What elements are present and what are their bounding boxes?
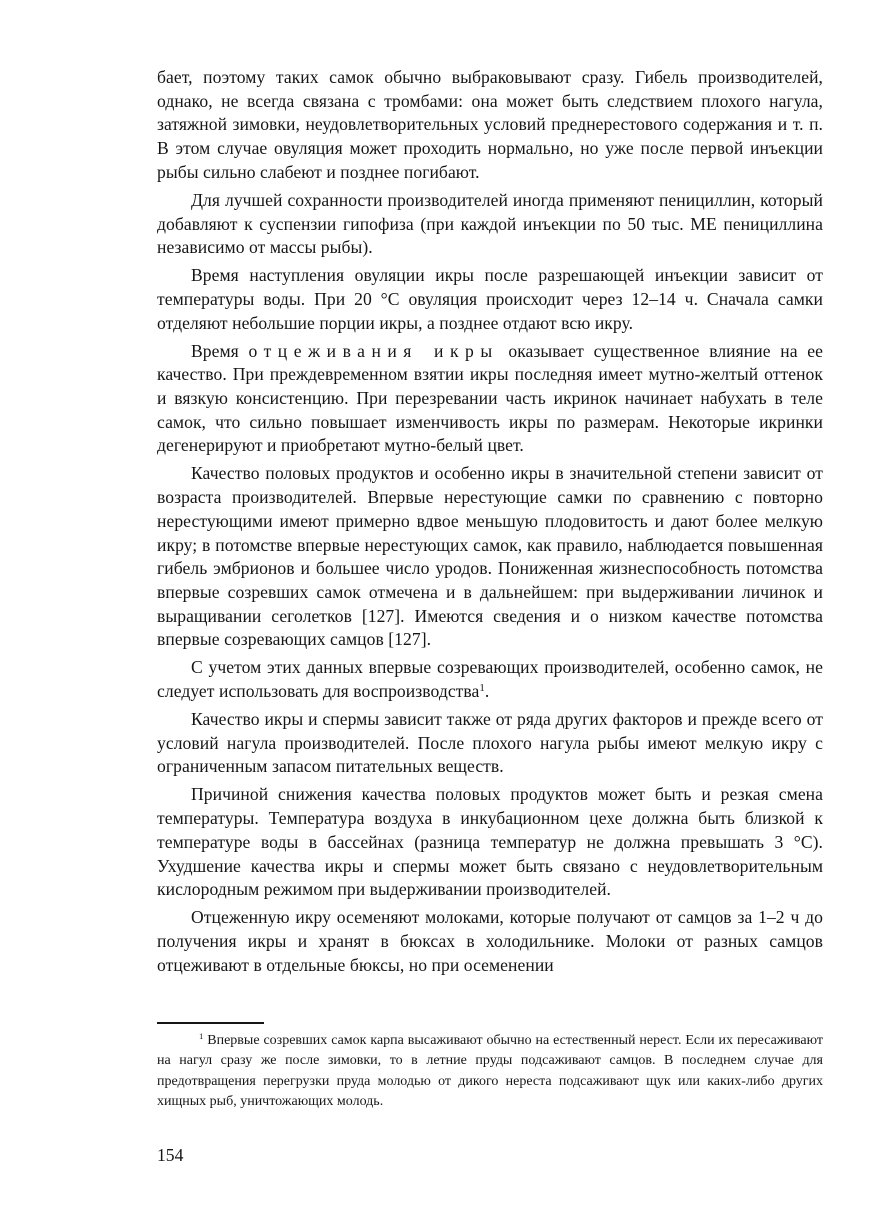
paragraph-6-text: С учетом этих данных впервые созревающих производителей, особенно самок, не следует использовать для воспроизводства xyxy=(157,657,823,702)
page-body xyxy=(157,66,823,977)
paragraph-9: Отцеженную икру осеменяют молоками, которые получают от самцов за 1–2 ч до получения икры и хранят в бюксах в холодильнике. Молоки от разных самцов отцеживают в отдельные бюксы, но при осеменении xyxy=(157,907,823,975)
paragraph-4-lead: Время xyxy=(191,340,239,361)
footnote-marker: 1 xyxy=(199,1031,204,1042)
paragraph-6 xyxy=(157,656,823,703)
main-text xyxy=(157,66,823,977)
footnote-text: Впервые созревших самок карпа высаживают обычно на естественный нерест. Если их пересаживают на нагул сразу же после зимовки, то в летние пруды подсаживают самцов. В последнем случае для предотвращения перегрузки пруда молодью от дикого нереста подсаживают щук или каких-либо других хищных рыб, уничтожающих молодь. xyxy=(157,1033,824,1109)
paragraph-7: Качество икры и спермы зависит также от ряда других факторов и прежде всего от условий нагула производителей. После плохого нагула рыбы имеют мелкую икру с ограниченным запасом питательных веществ. xyxy=(157,709,823,777)
paragraph-3: Время наступления овуляции икры после разрешающей инъекции зависит от температуры воды. При 20 °С овуляция происходит через 12–14 ч. Сначала самки отделяют небольшие порции икры, а позднее отдают всю икру. xyxy=(157,265,823,333)
paragraph-8: Причиной снижения качества половых продуктов может быть и резкая смена температуры. Температура воздуха в инкубационном цехе должна быть близкой к температуре воды в бассейнах (разница температур не должна превышать 3 °С). Ухудшение качества икры и спермы может быть связано с неудовлетворительным кислородным режимом при выдерживании производителей. xyxy=(157,784,823,900)
paragraph-6-tail: . xyxy=(484,681,490,702)
footnote-divider xyxy=(157,1022,264,1024)
paragraph-2: Для лучшей сохранности производителей иногда применяют пенициллин, который добавляют к суспензии гипофиза (при каждой инъекции по 50 тыс. МЕ пенициллина независимо от массы рыбы). xyxy=(157,189,823,258)
paragraph-1: бает, поэтому таких самок обычно выбраковывают сразу. Гибель производителей, однако, не всегда связана с тромбами: она может быть следствием плохого нагула, затяжной зимовки, неудовлетворительных условий преднерестового содержания и т. п. В этом случае овуляция может проходить нормально, но уже после первой инъекции рыбы сильно слабеют и позднее погибают. xyxy=(157,67,823,182)
paragraph-5: Качество половых продуктов и особенно икры в значительной степени зависит от возраста производителей. Впервые нерестующие самки по сравнению с повторно нерестующими имеют примерно вдвое меньшую плодовитость и дают более мелкую икру; в потомстве впервые нерестующих самок, как правило, наблюдается повышенная гибель эмбрионов и большее число уродов. Пониженная жизнеспособность потомства впервые созревших самок отмечена и в дальнейшем: при выдерживании личинок и выращивании сеголетков [127]. Имеются сведения и о низком качестве потомства впервые созревающих самцов [127]. xyxy=(157,463,823,650)
spaced-term: отцеживания икры xyxy=(248,340,499,361)
page-number: 154 xyxy=(157,1145,184,1165)
footnote-reference: 1 xyxy=(479,682,485,695)
footnote xyxy=(157,1031,823,1112)
paragraph-4-text: оказывает существенное влияние на ее качество. При преждевременном взятии икры последняя имеет мутно-желтый оттенок и вязкую консистенцию. При перезревании часть икринок начинает набухать в теле самок, что сильно повышает изменчивость икры по размерам. Некоторые икринки дегенерируют и приобретают мутно-белый цвет. xyxy=(157,340,824,456)
paragraph-4 xyxy=(157,340,823,459)
